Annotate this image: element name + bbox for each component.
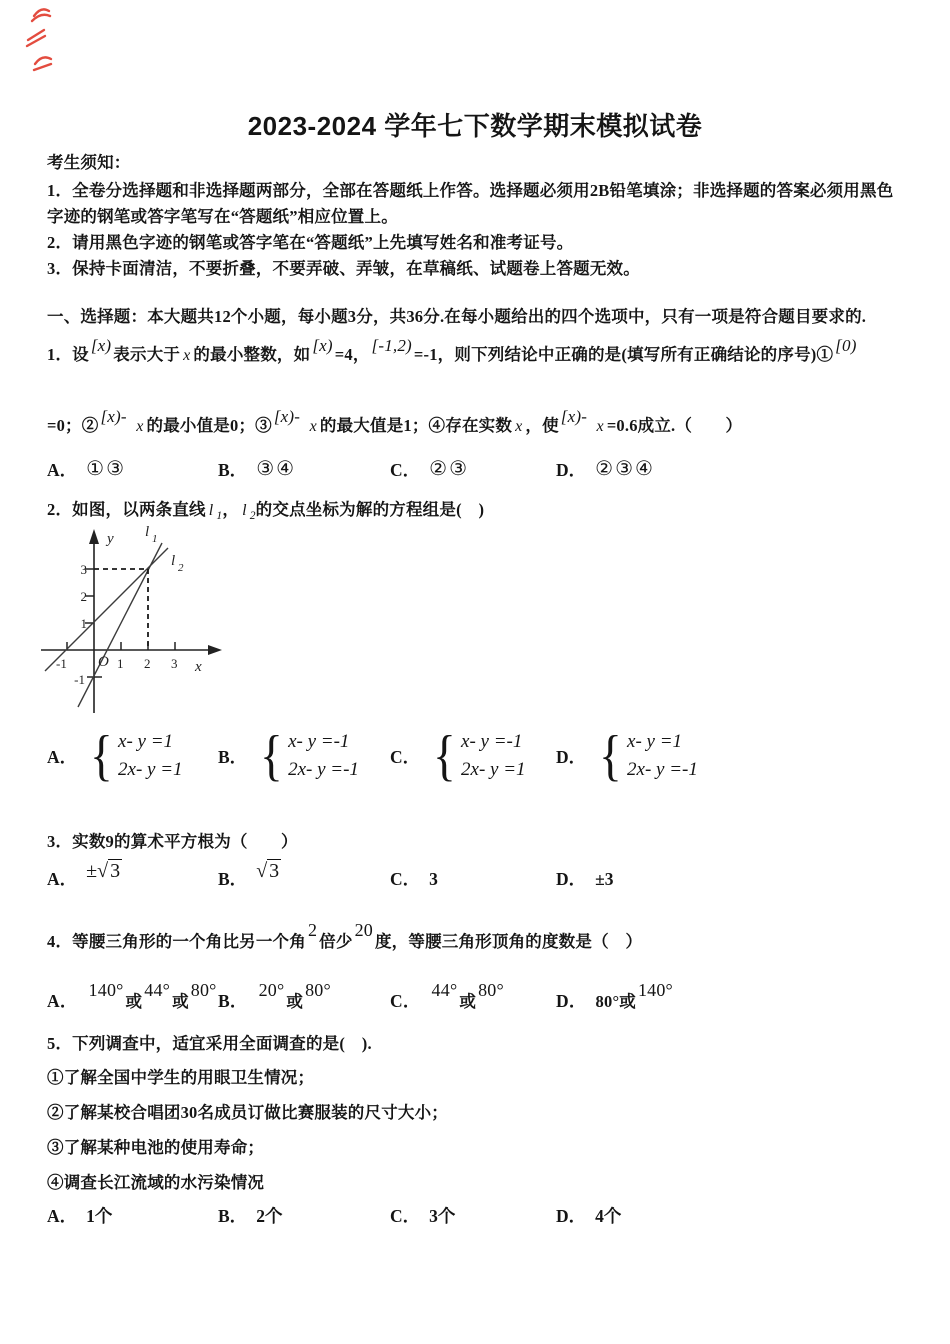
x-tick-3: 3 xyxy=(171,656,178,671)
red-mark-stroke xyxy=(27,36,45,46)
notice-line-1: 1．全卷分选择题和非选择题两部分，全部在答题纸上作答。选择题必须用2B铅笔填涂；非选择题的答案必须用黑色 xyxy=(47,181,894,200)
question-1-line-1: 1．设 [x) 表示大于 x 的最小整数，如 [x) =4， [-1,2) =-1，则下列结论中正确的是(填写所有正确结论的序号)① [0) xyxy=(47,336,857,364)
q2-coordinate-figure xyxy=(35,521,263,717)
q5-survey-item-3: ③了解某种电池的使用寿命； xyxy=(47,1138,265,1157)
q4-option-c: C．44°或80° xyxy=(390,980,504,1011)
notice-line-4: 3．保持卡面清洁，不要折叠，不要弄破、弄皱，在草稿纸、试题卷上答题无效。 xyxy=(47,259,640,278)
question-5-options xyxy=(0,1203,950,1233)
question-1-options xyxy=(0,457,950,487)
q2-option-c: C． { x- y =-1 2x- y =1 xyxy=(390,725,526,787)
y-tick-1: 1 xyxy=(80,616,87,631)
question-4-options xyxy=(0,980,950,1022)
q3-option-d: D． ±3 xyxy=(556,869,614,889)
notice-line-3: 2．请用黑色字迹的钢笔或答字笔在“答题纸”上先填写姓名和准考证号。 xyxy=(47,233,574,252)
origin-label: O xyxy=(98,654,109,670)
question-3-stem: 3．实数9的算术平方根为（ ） xyxy=(47,832,298,851)
q5-survey-item-1: ①了解全国中学生的用眼卫生情况； xyxy=(47,1068,315,1087)
q1-option-b: B． ③④ xyxy=(218,458,297,480)
q5-option-d: D． 4个 xyxy=(556,1206,622,1226)
x-tick--1: -1 xyxy=(56,656,67,671)
line-l2-sub: 2 xyxy=(178,562,184,574)
dashed-guides xyxy=(94,569,148,650)
x-tick-2: 2 xyxy=(144,656,151,671)
y-tick--1: -1 xyxy=(74,672,85,687)
red-pen-marks xyxy=(22,2,68,76)
red-mark-stroke xyxy=(34,64,51,70)
y-tick-3: 3 xyxy=(80,562,87,577)
q4-option-a: A．140°或44°或80° xyxy=(47,980,217,1011)
brace: { xyxy=(433,725,457,787)
y-axis-arrow xyxy=(89,529,99,544)
q4-option-d: D． 80°或140° xyxy=(556,980,673,1011)
q2-option-a: A． { x- y =1 2x- y =1 xyxy=(47,725,183,787)
x-axis-label: x xyxy=(195,659,202,675)
q4-option-b: B．20°或80° xyxy=(218,980,331,1011)
x-tick-1: 1 xyxy=(117,656,124,671)
notice-line-2: 字迹的钢笔或答字笔写在“答题纸”相应位置上。 xyxy=(47,207,398,226)
q5-option-a: A． 1个 xyxy=(47,1206,113,1226)
question-3-options xyxy=(0,860,950,900)
q1-option-a: A． ①③ xyxy=(47,458,126,480)
sqrt-expression: √ 3 xyxy=(256,860,280,882)
q5-survey-item-4: ④调查长江流域的水污染情况 xyxy=(47,1173,265,1192)
question-5-stem: 5．下列调查中，适宜采用全面调查的是( ). xyxy=(47,1034,372,1053)
brace: { xyxy=(599,725,623,787)
section-1-header: 一、选择题：本大题共12个小题，每小题3分，共36分.在每小题给出的四个选项中，只有一项是符合题目要求的. xyxy=(47,307,867,326)
q3-option-a: A． ±√ 3 xyxy=(47,860,121,889)
q2-option-d: D． { x- y =1 2x- y =-1 xyxy=(556,725,698,787)
sqrt-expression: ±√ 3 xyxy=(86,860,121,882)
q5-option-b: B． 2个 xyxy=(218,1206,283,1226)
q2-option-b: B． { x- y =-1 2x- y =-1 xyxy=(218,725,359,787)
brace: { xyxy=(90,725,114,787)
brace: { xyxy=(260,725,284,787)
question-1-line-2: =0；② [x)- x 的最小值是0；③ [x)- x 的最大值是1；④存在实数 x ，使 [x)- x =0.6成立.（ ） xyxy=(47,407,743,435)
line-l1-label: l xyxy=(145,524,150,540)
q1-option-d: D． ②③④ xyxy=(556,458,655,480)
notice-heading: 考生须知： xyxy=(47,153,131,172)
x-axis-arrow xyxy=(208,645,222,655)
question-2-stem: 2．如图，以两条直线 l $_1$， l $_2$的交点坐标为解的方程组是( ) xyxy=(47,500,485,522)
line-l2-label: l xyxy=(171,553,176,569)
q1-option-c: C． ②③ xyxy=(390,458,469,480)
page-title: 2023-2024 学年七下数学期末模拟试卷 xyxy=(247,111,703,141)
y-axis-label: y xyxy=(107,531,114,547)
q5-survey-item-2: ②了解某校合唱团30名成员订做比赛服装的尺寸大小； xyxy=(47,1103,448,1122)
line-l1-sub: 1 xyxy=(152,533,158,545)
q3-option-b: B． √ 3 xyxy=(218,860,280,889)
question-2-options xyxy=(0,725,950,800)
question-4-stem: 4．等腰三角形的一个角比另一个角2倍少20度，等腰三角形顶角的度数是（ ） xyxy=(47,920,643,951)
q5-option-c: C． 3个 xyxy=(390,1206,456,1226)
red-mark-stroke xyxy=(35,57,51,64)
y-tick-2: 2 xyxy=(80,589,87,604)
q3-option-c: C． 3 xyxy=(390,869,438,889)
